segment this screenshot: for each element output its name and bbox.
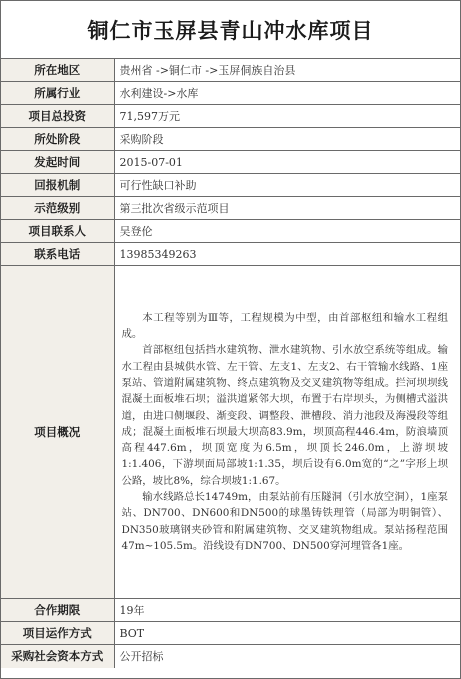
row-value-start-date: 2015-07-01 bbox=[114, 151, 460, 174]
table-row bbox=[1, 105, 460, 128]
row-value-contact: 吴登伦 bbox=[114, 220, 460, 243]
row-label-region: 所在地区 bbox=[1, 59, 114, 82]
row-value-phone: 13985349263 bbox=[114, 243, 460, 266]
table-row bbox=[1, 197, 460, 220]
row-label-phone: 联系电话 bbox=[1, 243, 114, 266]
row-label-contact: 项目联系人 bbox=[1, 220, 114, 243]
overview-paragraph: 本工程等别为Ⅲ等，工程规模为中型，由首部枢纽和输水工程组成。 bbox=[121, 311, 448, 341]
row-value-overview bbox=[114, 266, 460, 599]
project-info-table bbox=[1, 58, 460, 668]
row-label-term: 合作期限 bbox=[1, 599, 114, 622]
row-value-stage: 采购阶段 bbox=[114, 128, 460, 151]
page-title: 铜仁市玉屏县青山冲水库项目 bbox=[87, 17, 374, 43]
row-label-operation-mode: 项目运作方式 bbox=[1, 622, 114, 645]
table-row bbox=[1, 82, 460, 105]
row-label-start-date: 发起时间 bbox=[1, 151, 114, 174]
table-row bbox=[1, 645, 460, 668]
row-label-return-mechanism: 回报机制 bbox=[1, 174, 114, 197]
row-label-stage: 所处阶段 bbox=[1, 128, 114, 151]
row-value-operation-mode: BOT bbox=[114, 622, 460, 645]
row-label-industry: 所属行业 bbox=[1, 82, 114, 105]
row-value-procurement: 公开招标 bbox=[114, 645, 460, 668]
table-row bbox=[1, 220, 460, 243]
overview-text bbox=[115, 310, 461, 554]
row-label-demo-level: 示范级别 bbox=[1, 197, 114, 220]
table-row bbox=[1, 599, 460, 622]
overview-paragraph: 输水线路总长14749m，由泵站前有压隧洞（引水放空洞），1座泵站、DN700、DN600和DN500的球墨铸铁理管（局部为明铜管）、DN350玻璃钢夹砂管和附属建筑物、交叉建筑物组成。泵站扬程范围47m~105.5m。沿线设有DN700、DN500穿河埋管各1座。 bbox=[121, 491, 448, 552]
table-row bbox=[1, 128, 460, 151]
row-label-procurement: 采购社会资本方式 bbox=[1, 645, 114, 668]
table-row bbox=[1, 243, 460, 266]
overview-paragraph: 首部枢纽包括挡水建筑物、泄水建筑物、引水放空系统等组成。输水工程由县城供水管、左干管、左支1、左支2、右干管输水线路、1座泵站、管道附属建筑物、终点建筑物及交叉建筑物等组成。拦河坝坝线混凝土面板堆石坝；溢洪道紧邻大坝，布置于右岸坝头，为侧槽式溢洪道，由进口侧堰段、渐变段、调整段、泄槽段、消力池段及海漫段等组成；混凝土面板堆石坝最大坝高83.9m，坝顶高程446.4m，防浪墙顶高程447.6m，坝顶宽度为6.5m，坝顶长246.0m，上游坝坡1:1.406，下游坝面局部坡1:1.35，坝后设有6.0m宽的“之”字形上坝公路，坡比8%，综合坝坡1:1.67。 bbox=[121, 344, 448, 487]
row-value-demo-level: 第三批次省级示范项目 bbox=[114, 197, 460, 220]
table-row-overview bbox=[1, 266, 460, 599]
table-row bbox=[1, 622, 460, 645]
row-value-return-mechanism: 可行性缺口补助 bbox=[114, 174, 460, 197]
table-row bbox=[1, 174, 460, 197]
table-row bbox=[1, 59, 460, 82]
row-value-term: 19年 bbox=[114, 599, 460, 622]
row-value-region: 贵州省 ->铜仁市 ->玉屏侗族自治县 bbox=[114, 59, 460, 82]
row-value-investment: 71,597万元 bbox=[114, 105, 460, 128]
row-value-industry: 水利建设->水库 bbox=[114, 82, 460, 105]
row-label-overview: 项目概况 bbox=[1, 266, 114, 599]
table-row bbox=[1, 151, 460, 174]
row-label-investment: 项目总投资 bbox=[1, 105, 114, 128]
